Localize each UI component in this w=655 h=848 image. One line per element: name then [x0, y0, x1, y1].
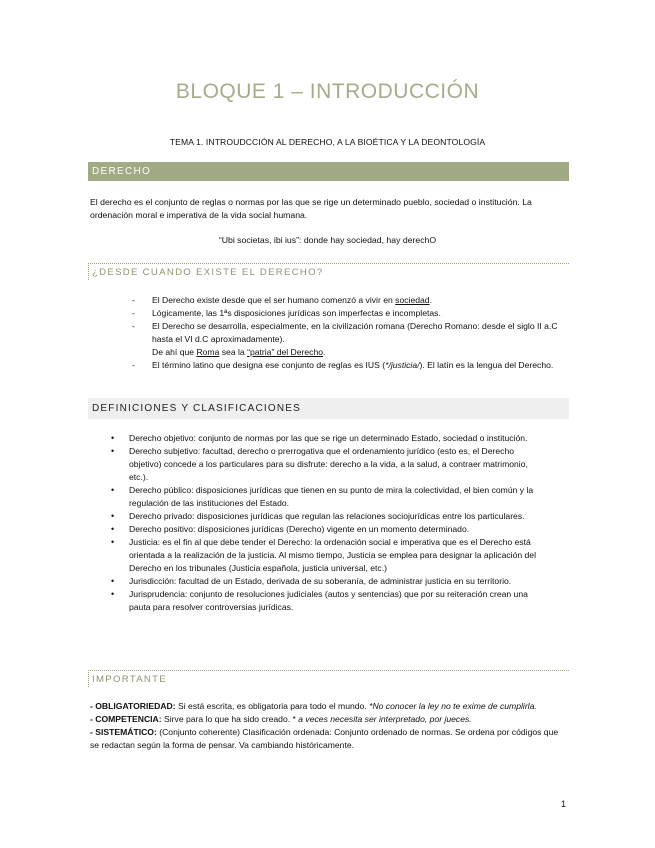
importante-list: [90, 700, 567, 752]
list-item: - Lógicamente, las 1ªs disposiciones jurídicas son imperfectas e incompletas.: [132, 307, 564, 320]
section-heading-desde: ¿DESDE CUANDO EXISTE EL DERECHO?: [88, 263, 569, 280]
list-item: • Jurisdicción: facultad de un Estado, derivada de su soberanía, de administrar justicia en su territorio.: [111, 575, 539, 588]
list-item: - OBLIGATORIEDAD: Si está escrita, es obligatoria para todo el mundo. *No conocer la ley no te exime de cumplirla.: [90, 701, 537, 711]
list-item: • Derecho positivo: disposiciones jurídicas (Derecho) vigente en un momento determinado.: [111, 523, 539, 536]
section-heading-importante: IMPORTANTE: [88, 670, 569, 687]
latin-quote: “Ubi societas, ibi ius”: donde hay sociedad, hay derechO: [218, 235, 437, 245]
list-item: - COMPETENCIA: Sirve para lo que ha sido creado. * a veces necesita ser interpretado, por jueces.: [90, 714, 472, 724]
list-item: • Derecho privado: disposiciones jurídicas que regulan las relaciones sociojurídicas entre los particulares.: [111, 510, 539, 523]
list-item: • Derecho objetivo: conjunto de normas por las que se rige un determinado Estado, sociedad o institución.: [111, 432, 539, 445]
definiciones-list: [111, 432, 539, 614]
section-heading-derecho: DERECHO: [88, 162, 569, 181]
list-item: • Jurisprudencia: conjunto de resoluciones judiciales (autos y sentencias) que por su reiteración crean una pauta para resolver controversias jurídicas.: [111, 588, 539, 614]
section-heading-definiciones: DEFINICIONES Y CLASIFICACIONES: [88, 398, 569, 419]
list-item: • Derecho público: disposiciones jurídicas que tienen en su punto de mira la colectividad, el bien común y la regulación de las instituciones del Estado.: [111, 484, 539, 510]
list-item: - El término latino que designa ese conjunto de reglas es IUS (*/justicia/). El latín es la lengua del Derecho.: [132, 359, 564, 372]
desde-list: [132, 294, 564, 372]
list-item: - El Derecho se desarrolla, especialmente, en la civilización romana (Derecho Romano: desde el siglo II a.C hasta el VI d.C aproximadamente). De ahí que Roma sea la “patria” del Derecho.: [132, 320, 564, 359]
page-title: BLOQUE 1 – INTRODUCCIÓN: [175, 80, 480, 103]
list-item: • Derecho subjetivo: facultad, derecho o prerrogativa que el ordenamiento jurídico (esto es, el Derecho objetivo) concede a los particulares para su disfrute: derecho a la vida, a la salud, a contraer matrimonio, etc.).: [111, 445, 539, 484]
page-number: 1: [560, 799, 566, 809]
list-item: - SISTEMÁTICO: (Conjunto coherente) Clasificación ordenada: Conjunto ordenado de normas. Se ordena por códigos que se redactan según la forma de pensar. Va cambiando históricamente.: [90, 727, 559, 750]
page-subtitle: TEMA 1. INTROUDCCIÓN AL DERECHO, A LA BIOÉTICA Y LA DEONTOLOGÍA: [169, 137, 486, 147]
derecho-definition: El derecho es el conjunto de reglas o normas por las que se rige un determinado pueblo, sociedad o institución. La ordenación moral e imperativa de la vida social humana.: [90, 197, 532, 220]
list-item: • Justicia: es el fin al que debe tender el Derecho: la ordenación social e imperativa que es el Derecho está orientada a la realización de la justicia. Al mismo tiempo, Justicia se emplea para designar la aplicación del Derecho en los tribunales (Justicia española, justicia universal, etc.): [111, 536, 539, 575]
list-item: - El Derecho existe desde que el ser humano comenzó a vivir en sociedad.: [132, 294, 564, 307]
